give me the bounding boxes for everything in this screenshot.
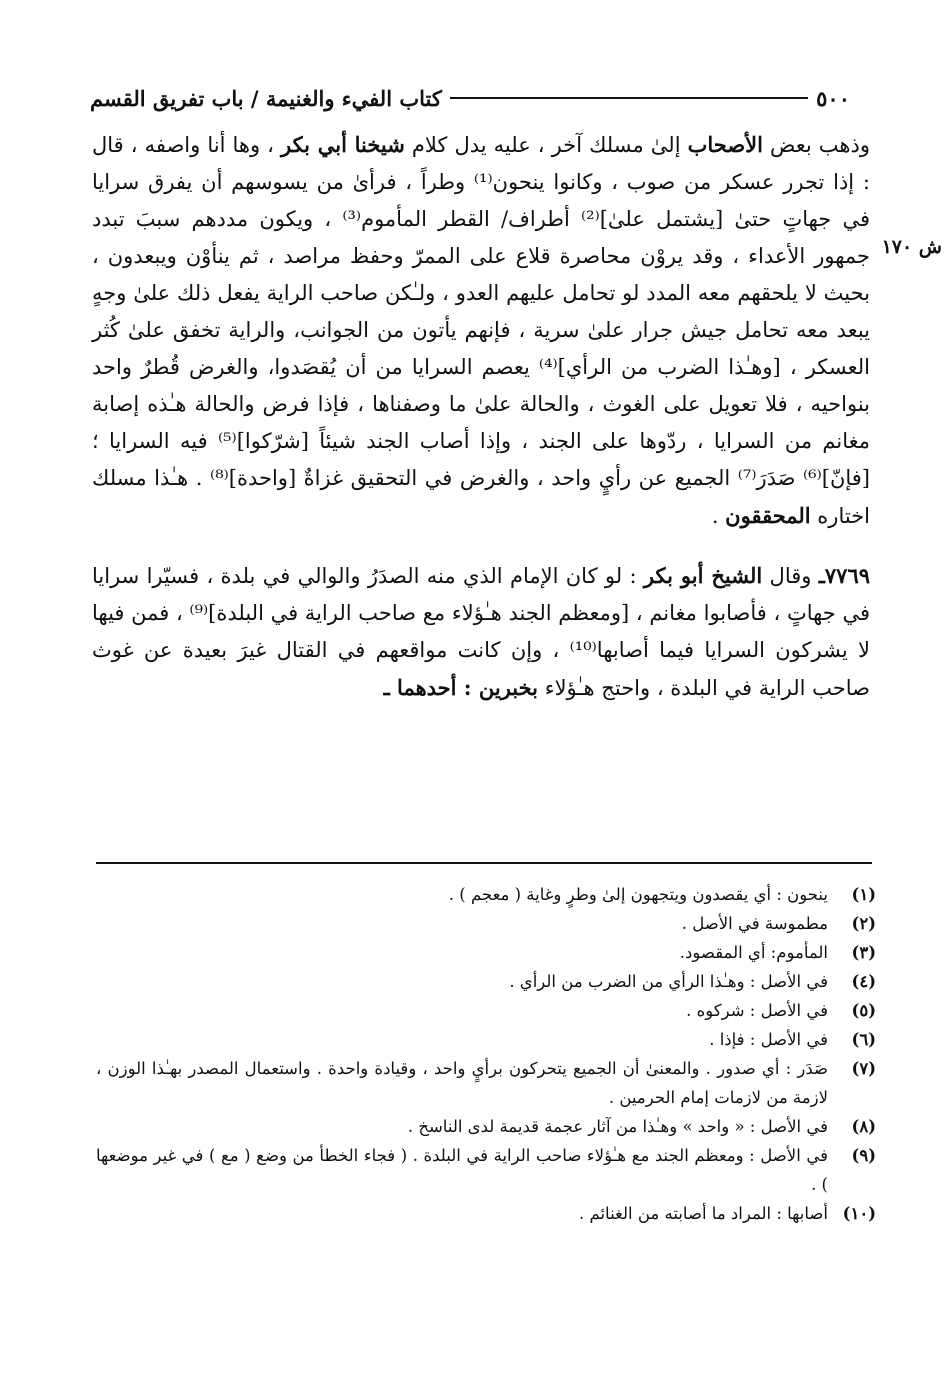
footnote <box>96 938 876 967</box>
footnote <box>96 967 876 996</box>
margin-manuscript-ref: ش ١٧٠ <box>881 236 942 258</box>
footnote-number: (٣) <box>851 943 876 962</box>
main-text <box>92 126 870 707</box>
footnote-number: (٨) <box>851 1117 876 1136</box>
footnote-number: (٤) <box>851 972 876 991</box>
footnote-number: (١) <box>851 885 876 904</box>
footnotes <box>96 880 876 1228</box>
page-header <box>90 78 850 118</box>
p1-text-1: وذهب بعض <box>762 133 870 157</box>
footnote <box>96 996 876 1025</box>
p2-text-2: : لو كان الإمام الذي منه الصدَرُ والوالي في بلدة ، فسيّرا سرايا في جهاتٍ ، فأصابوا مغانم ، [ومعظم الجند هـٰؤلاء مع صاحب الراية في البلدة]⁽⁹⁾ ، فمن فيها لا يشركون السرايا فيما أصابها⁽¹⁰⁾ ، وإن كانت مواقعهم في القتال غيرَ بعيدة عن غوث صاحب الراية في البلدة ، واحتج هـٰؤلاء <box>92 564 870 700</box>
p2-number: ٧٧٦٩ـ <box>818 563 871 588</box>
footnote-text: في الأصل : فإذا . <box>709 1030 828 1049</box>
p1-bold-1: الأصحاب <box>687 132 763 157</box>
header-title: كتاب الفيء والغنيمة / باب تفريق القسم <box>90 85 442 111</box>
footnote-number: (٩) <box>851 1146 876 1165</box>
footnote-text: في الأصل : ومعظم الجند مع هـٰؤلاء صاحب الراية في البلدة . ( فجاء الخطأ من وضع ( مع ) في غير موضعها ) . <box>96 1146 828 1194</box>
footnote-number: (١٠) <box>842 1204 876 1223</box>
footnote-text: ينحون : أي يقصدون ويتجهون إلىٰ وطرٍ وغاية ( معجم ) . <box>448 885 828 904</box>
footnote <box>96 1054 876 1112</box>
p1-text-2: إلىٰ مسلك آخر ، عليه يدل كلام <box>404 133 688 157</box>
p2-bold-2: بخبرين : أحدهما ـ <box>383 675 539 700</box>
footnote <box>96 1199 876 1228</box>
header-rule <box>450 97 808 99</box>
footnote <box>96 909 876 938</box>
footnote-text: المأموم: أي المقصود. <box>679 943 828 962</box>
footnote <box>96 1025 876 1054</box>
p2-text-1: وقال <box>762 564 819 588</box>
footnote-text: مطموسة في الأصل . <box>681 914 828 933</box>
footnote-number: (٧) <box>851 1059 876 1078</box>
footnote-number: (٥) <box>851 1001 876 1020</box>
page-number: ٥٠٠ <box>816 85 850 111</box>
p2-bold-1: الشيخ أبو بكر <box>643 563 763 588</box>
footnote-text: في الأصل : « واحد » وهـٰذا من آثار عجمة قديمة لدى الناسخ . <box>407 1117 828 1136</box>
paragraph-1 <box>92 126 870 535</box>
p1-text-4: . <box>711 504 726 528</box>
footnote-text: أصابها : المراد ما أصابته من الغنائم . <box>578 1204 828 1223</box>
paragraph-2 <box>92 557 870 707</box>
footnote-text: في الأصل : وهـٰذا الرأي من الضرب من الرأي . <box>509 972 828 991</box>
p1-bold-3: المحققون <box>725 503 811 528</box>
footnote <box>96 880 876 909</box>
footnote-number: (٦) <box>851 1030 876 1049</box>
footnote-text: في الأصل : شركوه . <box>686 1001 828 1020</box>
footnote <box>96 1141 876 1199</box>
p1-bold-2: شيخنا أبي بكر <box>281 132 405 157</box>
p1-text-3: ، وها أنا واصفه ، قال : إذا تجرر عسكر من صوب ، وكانوا ينحون⁽¹⁾ وطراً ، فرأىٰ من يسوسهم أن يفرق سرايا في جهاتٍ حتىٰ [يشتمل علىٰ]⁽²⁾ أطراف/ القطر المأموم⁽³⁾ ، ويكون مددهم سببَ تبدد جمهور الأعداء ، وقد يروْن محاصرة قلاع على الممرّ وحفظ مراصد ، ثم ينأوْن ويبعدون ، بحيث لا يلحقهم معه المدد لو تحامل عليهم العدو ، ولـٰكن صاحب الراية يفعل ذلك علىٰ وجهٍ يبعد معه تحامل جيش جرار علىٰ سرية ، فإنهم يأتون من الجوانب، والراية تخفق علىٰ كُثر العسكر ، [وهـٰذا الضرب من الرأي]⁽⁴⁾ يعصم السرايا من أن يُقصَدوا، والغرض قُطرٌ واحد بنواحيه ، فلا تعويل على الغوث ، والحالة علىٰ ما وصفناها ، فإذا فرض والحالة هـٰذه إصابة مغانم من السرايا ، ردّوها على الجند ، وإذا أصاب الجند شيئاً [شرّكوا]⁽⁵⁾ فيه السرايا ؛ [فإنّ]⁽⁶⁾ صَدَرَ⁽⁷⁾ الجميع عن رأيٍ واحد ، والغرض في التحقيق غزاةٌ [واحدة]⁽⁸⁾ . هـٰذا مسلك اختاره <box>92 133 871 528</box>
footnote <box>96 1112 876 1141</box>
footnote-number: (٢) <box>851 914 876 933</box>
footnote-separator <box>96 862 872 864</box>
footnote-text: صَدَر : أي صدور . والمعنىٰ أن الجميع يتحركون برأيٍ واحد ، وقيادة واحدة . واستعمال المصدر بهـٰذا الوزن ، لازمة من لازمات إمام الحرمين . <box>96 1059 828 1107</box>
